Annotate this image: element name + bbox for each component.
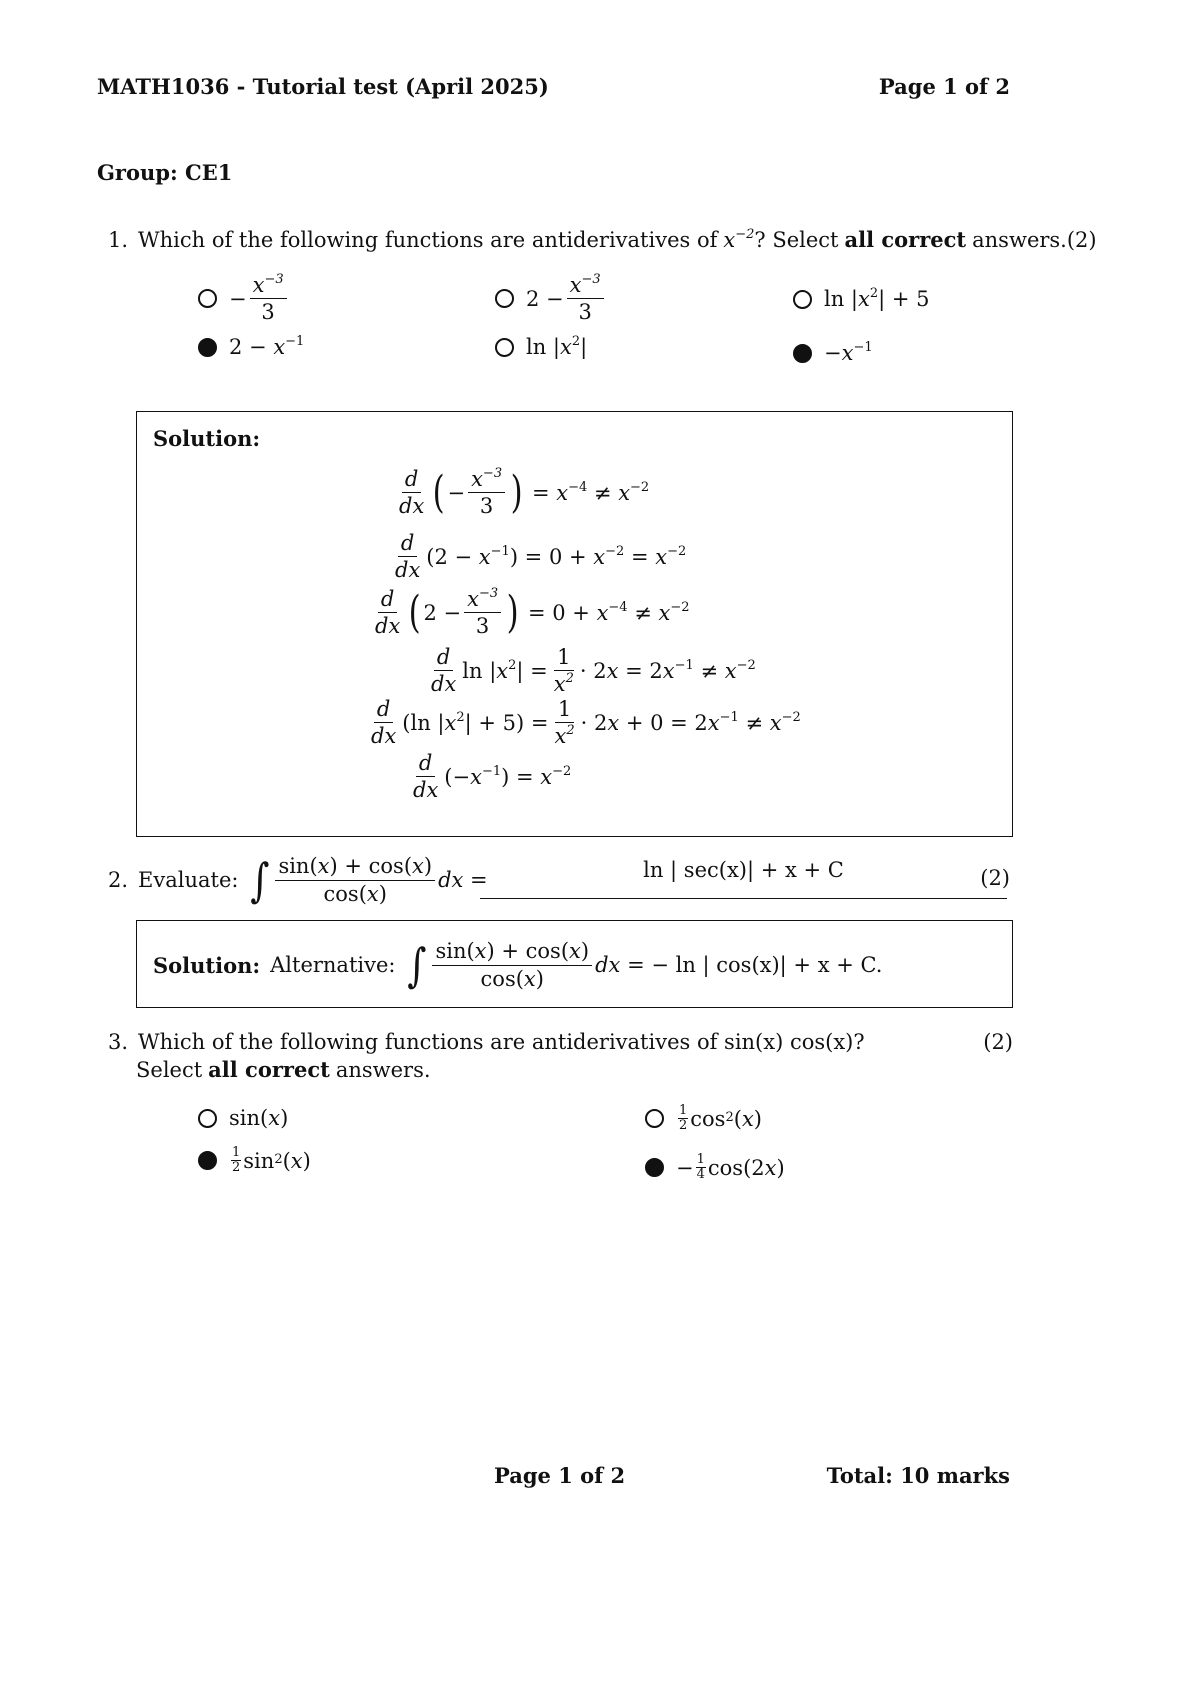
q2-text: Evaluate: [138,868,239,892]
radio-empty-icon[interactable] [495,338,514,357]
question-3-line-2 [136,1057,431,1082]
question-2: 2. Evaluate: ∫ $\frac{\sin(x) + \cos(x)}{\cos(x)}$ dx = [108,853,488,907]
solution-eq-6: $\frac{d}{dx}$ $(-x^{-1}) = x^{-2}$ [413,751,572,803]
integral-icon: ∫ [407,938,428,992]
q2-solution-box [136,920,1013,1008]
page-number-header: Page 1 of 2 [878,74,1010,99]
q1-option-1[interactable] [198,272,290,326]
q1-option-4[interactable] [198,335,304,359]
q1-text-b: ? Select [754,227,839,252]
q1-option-6[interactable] [793,341,873,365]
radio-empty-icon[interactable] [198,289,217,308]
q1-number: 1. [108,227,129,252]
radio-filled-icon[interactable] [793,344,812,363]
solution-eq-2: $\frac{d}{dx}$ $(2 - x^{-1}) = 0 + x^{-2} = x^{-2}$ [395,531,687,583]
q1-solution-label: Solution: [153,426,261,451]
q3-option-4[interactable] [645,1153,785,1183]
q1-option-3[interactable] [793,287,930,311]
radio-filled-icon[interactable] [198,1151,217,1170]
solution-eq-5: $\frac{d}{dx}$ (ln $|x^2| + 5$) = $\frac{1}{x^2}$ · $2x + 0 = 2x^{-1} \ne x^{-2}$ [371,697,801,749]
q1-option-1-label: − $\frac{x^{-3}}{3}$ [229,272,290,326]
q3-marks: (2) [983,1030,1013,1054]
q3-bold: all correct [208,1057,330,1082]
q1-text-c: answers. [972,227,1067,252]
q3-option-1[interactable] [198,1106,288,1130]
q1-option-3-label: $\ln |x^2| + 5$ [824,286,930,311]
q2-answer-line[interactable] [480,898,1007,899]
q1-option-4-label: $2 - x^{-1}$ [229,334,305,359]
q3-option-3-label: $\frac{1}{2}$ sin $^2$ ( x ) [232,1145,311,1176]
q1-option-2-label: 2 − $\frac{x^{-3}}{3}$ [526,272,607,326]
question-3 [108,1030,1013,1054]
q3-text-b: Select [136,1057,203,1082]
page-number-footer: Page 1 of 2 [494,1463,626,1488]
question-1 [108,226,1097,252]
q1-option-2[interactable] [495,272,607,326]
group-label: Group: CE1 [97,160,233,185]
radio-empty-icon[interactable] [198,1109,217,1128]
q1-option-5[interactable] [495,335,587,359]
integral-icon: ∫ [250,853,271,907]
q1-option-6-label: $-x^{-1}$ [824,340,873,365]
q2-answer: ln | sec(x)| + x + C [643,858,844,882]
q3-text-c: answers. [335,1057,431,1082]
q3-number: 3. [108,1030,129,1054]
q1-bold: all correct [844,227,967,252]
q2-solution-result: = − ln | cos(x)| + x + C. [627,953,883,977]
q3-option-3[interactable] [198,1146,311,1176]
solution-eq-3: $\frac{d}{dx}$ ( 2 − $\frac{x^{-3}}{3}$ ) = $0 + x^{-4} \ne x^{-2}$ [375,586,690,639]
radio-empty-icon[interactable] [645,1109,664,1128]
solution-eq-4: $\frac{d}{dx}$ $\ln |x^2|$ = $\frac{1}{x^2}$ · $2x = 2x^{-1} \ne x^{-2}$ [431,645,756,697]
q1-expr: $x^{-2}$ [723,226,755,252]
q1-text: Which of the following functions are antiderivatives of [138,227,718,252]
q2-marks: (2) [980,866,1010,890]
q1-marks: (2) [1066,227,1097,252]
q3-option-1-label: sin(x) [229,1106,289,1130]
q1-option-5-label: $\ln |x^2|$ [526,334,588,359]
q3-option-4-label: − $\frac{1}{4}$ cos(2 x ) [676,1152,785,1183]
q3-option-2[interactable] [645,1104,762,1134]
radio-filled-icon[interactable] [198,338,217,357]
document-title: MATH1036 - Tutorial test (April 2025) [97,74,549,99]
solution-eq-1: $\frac{d}{dx}$ ( − $\frac{x^{-3}}{3}$ ) = $x^{-4} \ne x^{-2}$ [399,466,650,519]
q2-solution-content: Solution: Alternative: ∫ $\frac{\sin(x) + \cos(x)}{\cos(x)}$ dx = − ln | cos(x)| + x + C. [153,938,883,992]
radio-empty-icon[interactable] [793,290,812,309]
q1-solution-box [136,411,1013,837]
q3-text: Which of the following functions are antiderivatives of sin(x) cos(x)? [138,1030,865,1054]
radio-filled-icon[interactable] [645,1158,664,1177]
q2-solution-text: Alternative: [270,953,396,977]
total-marks: Total: 10 marks [826,1463,1010,1488]
q3-option-2-label: $\frac{1}{2}$ cos $^2$ ( x ) [679,1103,762,1134]
q2-solution-label: Solution: [153,952,261,978]
radio-empty-icon[interactable] [495,289,514,308]
q2-number: 2. [108,868,129,892]
